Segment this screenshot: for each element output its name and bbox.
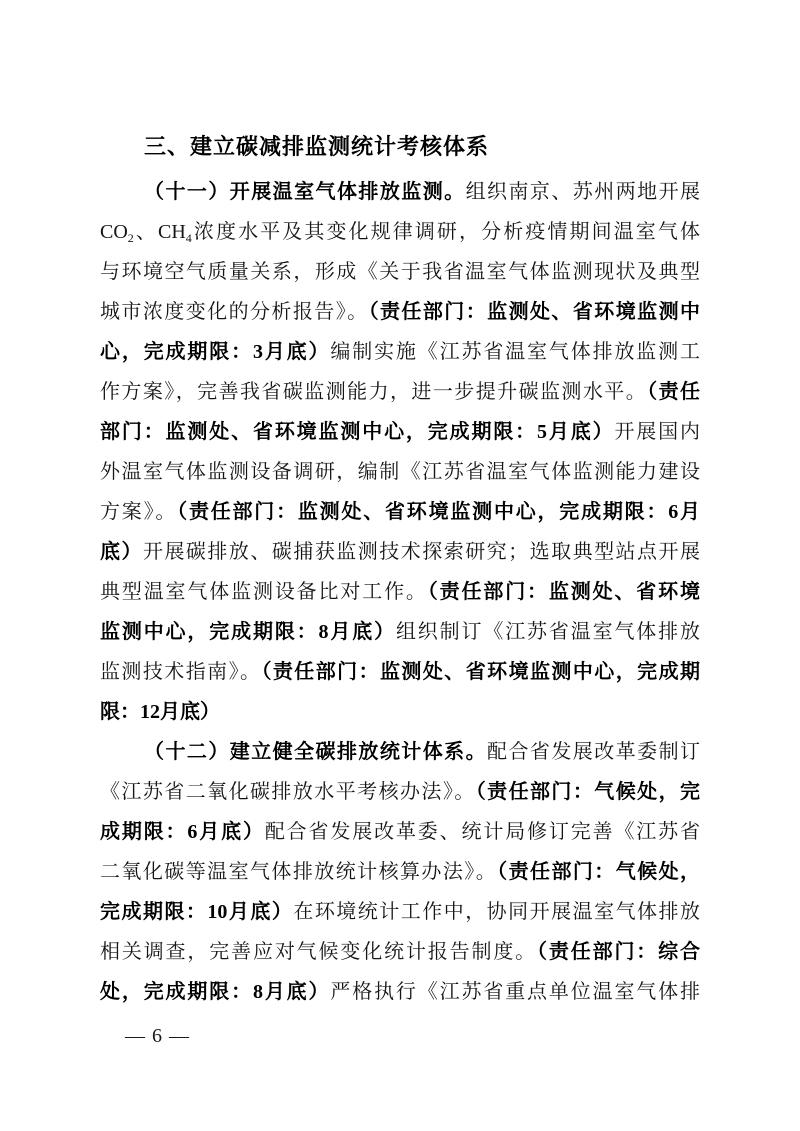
text-line <box>100 772 700 812</box>
document-body <box>100 172 700 1012</box>
paragraph-item-12 <box>100 732 700 1012</box>
text-line <box>100 732 700 772</box>
body-text: 开展碳排放、碳捕获监测技术探索研究；选取典型站点开展 <box>142 541 700 563</box>
body-text: 在环境统计工作中，协同开展温室气体排放 <box>293 901 700 923</box>
emphasis-text: （责任部门：监测处、省环境监测中心，完成期 <box>261 661 700 683</box>
text-line <box>100 252 700 292</box>
section-heading: 三、建立碳减排监测统计考核体系 <box>144 134 490 159</box>
text-line <box>100 612 700 652</box>
emphasis-text: （责任 <box>647 381 700 403</box>
emphasis-text: 成期限：6月底） <box>100 821 265 843</box>
page-footer <box>101 1002 190 1071</box>
body-text: 监测技术指南》。 <box>100 661 262 683</box>
text-line <box>100 892 700 932</box>
body-text: 城市浓度变化的分析报告》。 <box>100 301 369 323</box>
emphasis-text: （责任部门：综合 <box>537 941 700 963</box>
text-line <box>100 412 700 452</box>
emphasis-text: 处，完成期限：8月底） <box>100 981 331 1003</box>
emphasis-text: （责任部门：监测处、省环境监测中 <box>368 301 700 323</box>
subscript-text: 2 <box>127 231 134 245</box>
body-text: 《江苏省二氧化碳排放水平考核办法》。 <box>100 781 476 803</box>
body-text: 外温室气体监测设备调研，编制《江苏省温室气体监测能力建设 <box>100 461 700 483</box>
emphasis-text: 监测中心，完成期限：8月底） <box>100 621 396 643</box>
body-text: 严格执行《江苏省重点单位温室气体排 <box>330 981 700 1003</box>
emphasis-text: （责任部门：气候处， <box>497 861 700 883</box>
text-line <box>100 692 700 732</box>
text-line <box>100 172 700 212</box>
emphasis-text: 部门：监测处、省环境监测中心，完成期限：5月底） <box>100 421 615 443</box>
body-text: 配合省发展改革委、统计局修订完善《江苏省 <box>264 821 700 843</box>
emphasis-text: （责任部门：监测处、省环境监测中心，完成期限：6月 <box>177 501 700 523</box>
text-line <box>100 972 700 1012</box>
body-text: 典型温室气体监测设备比对工作。 <box>100 581 428 603</box>
text-line <box>100 292 700 332</box>
emphasis-text: 心，完成期限：3月底） <box>100 341 331 363</box>
text-line <box>100 212 700 252</box>
emphasis-text: 完成期限：10月底） <box>100 901 294 923</box>
page-number: — 6 — <box>125 1025 190 1047</box>
body-text: 组织南京、苏州两地开展 <box>465 181 700 203</box>
emphasis-text: （责任部门：监测处、省环境 <box>427 581 700 603</box>
body-text: 作方案》，完善我省碳监测能力，进一步提升碳监测水平。 <box>100 381 648 403</box>
body-text: 浓度水平及其变化规律调研，分析疫情期间温室气体 <box>191 221 700 243</box>
body-text: 配合省发展改革委制订 <box>487 741 700 763</box>
emphasis-text: （责任部门：气候处，完 <box>475 781 700 803</box>
text-line <box>100 572 700 612</box>
text-line <box>100 932 700 972</box>
body-text: 二氧化碳等温室气体排放统计核算办法》。 <box>100 861 498 883</box>
document-content <box>100 130 700 1012</box>
text-line <box>100 452 700 492</box>
emphasis-text: 限：12月底） <box>100 701 220 723</box>
text-line <box>100 372 700 412</box>
text-line <box>100 332 700 372</box>
body-text: 开展国内 <box>614 421 700 443</box>
emphasis-text: （十二）建立健全碳排放统计体系。 <box>144 741 488 763</box>
body-text: 编制实施《江苏省温室气体排放监测工 <box>330 341 700 363</box>
subscript-text: 4 <box>185 231 192 245</box>
body-text: 方案》。 <box>100 501 178 523</box>
text-line <box>100 852 700 892</box>
text-line <box>100 652 700 692</box>
text-line <box>100 492 700 532</box>
text-line <box>100 532 700 572</box>
paragraph-item-11 <box>100 172 700 732</box>
text-line <box>100 812 700 852</box>
body-text: 相关调查，完善应对气候变化统计报告制度。 <box>100 941 538 963</box>
body-text: CO <box>100 221 128 243</box>
body-text: 组织制订《江苏省温室气体排放 <box>395 621 700 643</box>
emphasis-text: （十一）开展温室气体排放监测。 <box>144 181 466 203</box>
emphasis-text: 底） <box>100 541 143 563</box>
body-text: 、CH <box>133 221 186 243</box>
body-text: 与环境空气质量关系，形成《关于我省温室气体监测现状及典型 <box>100 261 700 283</box>
